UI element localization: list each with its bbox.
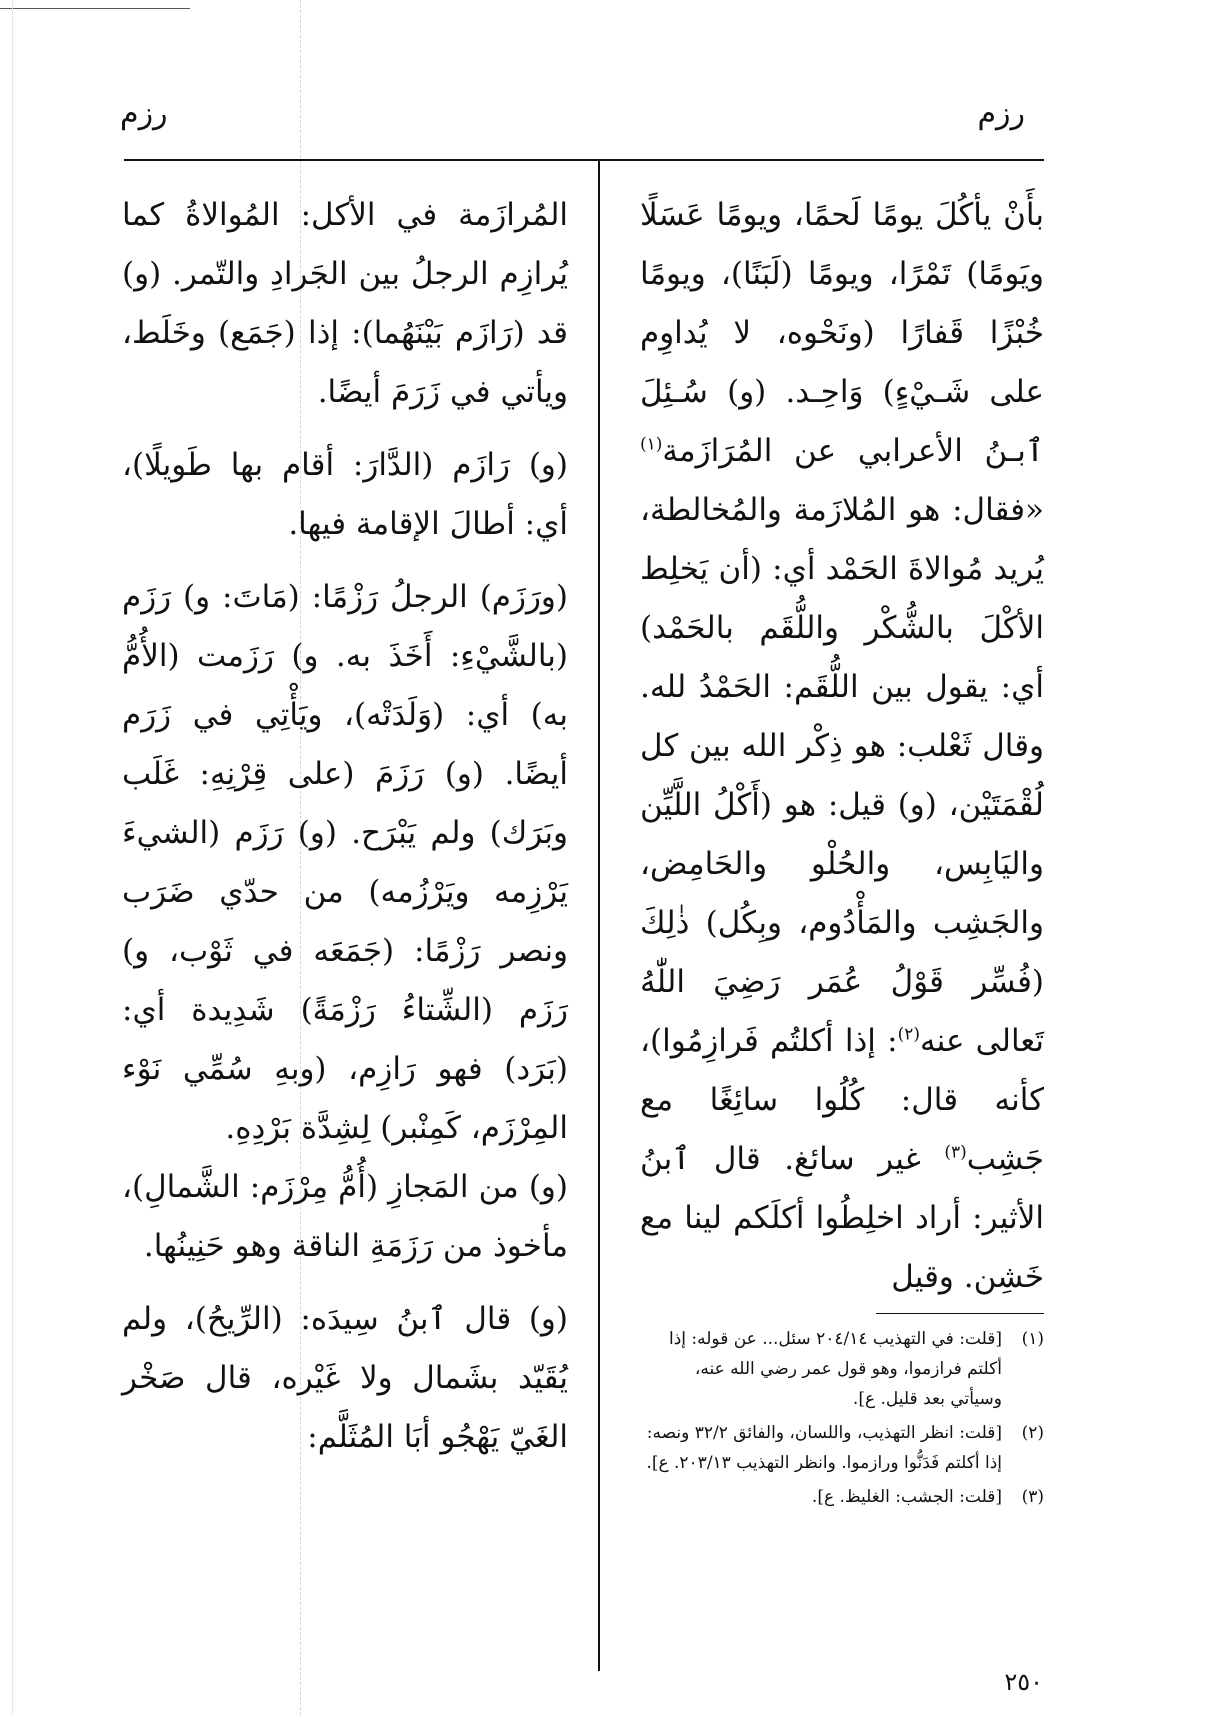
right-column-paragraph — [640, 186, 1044, 1307]
right-column-text-4: غير سائغ. قال ٱبنُ الأثير: أراد اخلِطُوا أكلَكم لينا مع خَشِن. وقيل — [640, 1141, 1044, 1295]
right-column-text-3: : إذا أكلتُم فَرازِمُوا)، كأنه قال: كُلُوا سائِغًا مع جَشِب — [640, 1023, 1044, 1177]
footnote — [640, 1324, 1044, 1414]
footnotes — [640, 1324, 1044, 1516]
footnote-text: [قلت: انظر التهذيب، واللسان، والفائق ٣٢/٢ ونصه: إذا أكلتم فَدَنُّوا ورازموا. وانظر التهذيب ٢٠٣/١٣. ع]. — [646, 1423, 1002, 1473]
footnote-rule — [876, 1313, 1044, 1314]
left-paragraph-5: (و) قال ٱبنُ سِيدَه: (الرِّيحُ)، ولم يُقَيّد بشَمال ولا غَيْره، قال صَخْر الغَيّ يَهْجُو أبَا المُثَلَّم: — [122, 1301, 568, 1455]
footnote-text: [قلت: الجشب: الغليظ. ع]. — [811, 1487, 1002, 1507]
footnote-ref-1: (١) — [640, 434, 663, 455]
left-paragraph-3: (ورَزَم) الرجلُ رَزْمًا: (مَاتَ: و) رَزَم (بالشَّيْءِ: أَخَذَ به. و) رَزَمت (الأُمُّ به) أي: (وَلَدَتْه)، ويَأْتِي في زَرَم أيضًا. (و) رَزَمَ (على قِرْنِهِ: غَلَب وبَرَك) ولم يَبْرَح. (و) رَزَم (الشيءَ يَرْزِمه ويَرْزُمه) من حدّي ضَرَب ونصر رَزْمًا: (جَمَعَه في ثَوْب، و) رَزَم (الشِّتاءُ رَزْمَةً) شَدِيدة أي: (بَرَد) فهو رَازِم، (وبهِ سُمِّي نَوْء المِرْزَم، كَمِنْبر) لِشِدَّة بَرْدِهِ. — [122, 579, 568, 1146]
running-head-left: رزم — [120, 96, 168, 131]
footnote-number: (٣) — [1021, 1487, 1044, 1507]
footnote-text: [قلت: في التهذيب ٢٠٤/١٤ سئل... عن قوله: إذا أكلتم فرازموا، وهو قول عمر رضي الله عنه، وسيأتي بعد قليل. ع]. — [668, 1329, 1002, 1409]
left-column — [122, 186, 568, 1467]
right-column-text-1: بأَنْ يأكُلَ يومًا لَحمًا، ويومًا عَسَلًا ويَومًا) تَمْرًا، ويومًا (لَبَنًا)، ويومًا خُبْزًا قَفارًا (ونَحْوه، لا يُداوِم على شَـيْءٍ) وَاحِـد. (و) سُـئِلَ ٱبـنُ الأعرابي عن المُرَازَمة — [640, 197, 1044, 469]
right-column-text-2: «فقال: هو المُلازَمة والمُخالطة، يُريد مُوالاةَ الحَمْد أي: (أن يَخلِط الأكْلَ بالشُّكْر واللُّقَم بالحَمْد) أي: يقول بين اللُّقَم: الحَمْدُ لله. وقال ثَعْلب: هو ذِكْر الله بين كل لُقْمَتَيْن، (و) قيل: هو (أَكْلُ اللَّيِّن واليَابِس، والحُلْو والحَامِض، والجَشِب والمَأْدُوم، وبِكُل) ذٰلِكَ (فُسِّر قَوْلُ عُمَر رَضِيَ اللّٰهُ تَعالى عنه — [640, 492, 1044, 1059]
footnote-number: (٢) — [1021, 1423, 1044, 1443]
scan-artifact-edge — [12, 0, 14, 1715]
left-paragraph-2: (و) رَازَم (الدَّارَ: أقام بها طَويلًا)، أي: أطالَ الإقامة فيها. — [122, 447, 568, 542]
header-rule — [124, 159, 1044, 161]
footnote — [640, 1418, 1044, 1478]
right-column — [640, 186, 1044, 1307]
running-head-right: رزم — [977, 96, 1025, 131]
left-paragraph-4: (و) من المَجازِ (أُمُّ مِرْزَم: الشَّمالِ)، مأخوذ من رَزَمَةِ الناقة وهو حَنِينُها. — [122, 1169, 568, 1264]
column-divider — [598, 159, 600, 1671]
page-number: ٢٥٠ — [1004, 1668, 1043, 1696]
left-paragraph-1: المُرازَمة في الأكل: المُوالاةُ كما يُرازِم الرجلُ بين الجَرادِ والتّمر. (و) قد (رَازَم بَيْنَهُما): إذا (جَمَع) وخَلَط، ويأتي في زَرَمَ أيضًا. — [122, 197, 568, 410]
footnote-number: (١) — [1021, 1329, 1044, 1349]
footnote-ref-2: (٢) — [897, 1024, 920, 1045]
scan-artifact-line — [0, 8, 190, 10]
footnote — [640, 1482, 1044, 1512]
footnote-ref-3: (٣) — [944, 1142, 967, 1163]
